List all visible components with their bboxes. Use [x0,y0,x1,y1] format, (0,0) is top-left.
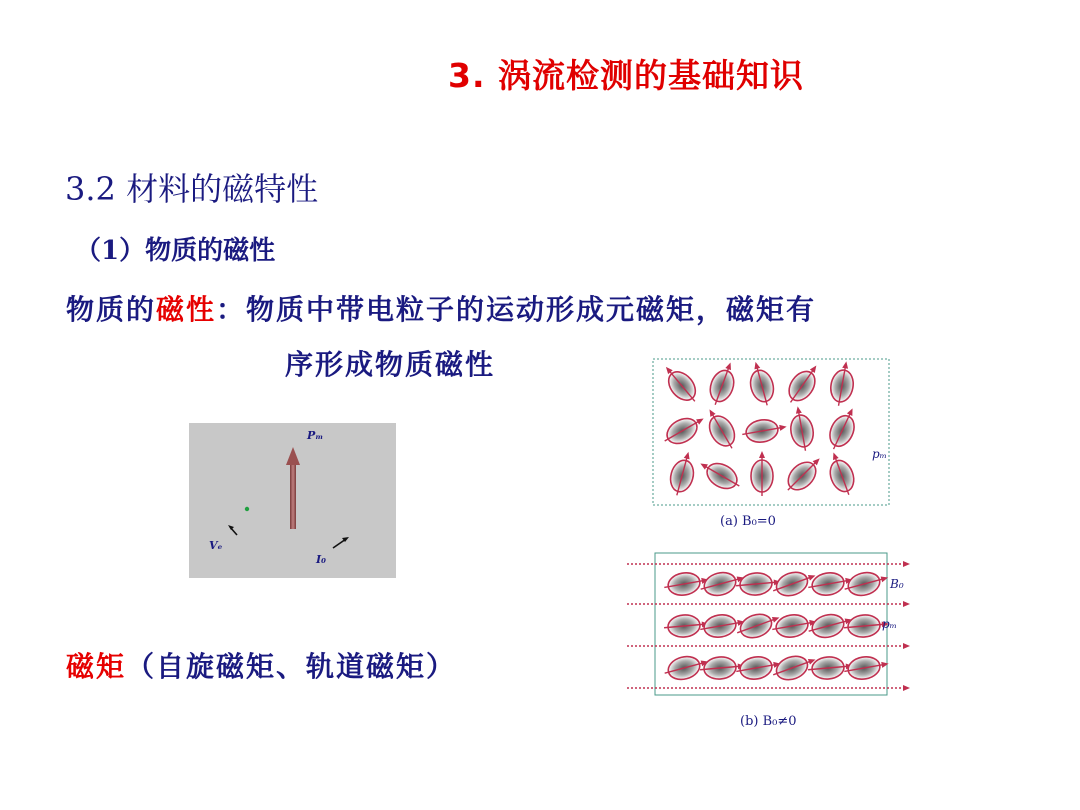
figure-b-aligned-moments [622,550,912,696]
slide-title: 3. 涡流检测的基础知识 [448,56,804,95]
moment-a [666,449,699,498]
moment-a [751,451,773,496]
moment-a [740,416,788,445]
pm-arrow-head [286,447,300,465]
figure-a-pm-label: pₘ [872,447,888,461]
moment-b [663,613,710,639]
moment-b [842,653,890,682]
figure-a-caption: (a) B₀=0 [720,514,776,529]
pm-arrow-shaft [290,463,296,529]
figure-b-b0-label: B₀ [890,577,904,591]
pm-label: Pₘ [307,429,324,442]
section-heading: 3.2 材料的磁特性 [65,170,319,208]
electron-moment-svg [189,423,396,578]
moment-a [700,404,742,454]
moment-b [806,569,854,598]
moment-b [842,567,891,600]
definition-line-2: 序形成物质磁性 [285,348,496,381]
velocity-arrow-head [228,525,234,530]
moment-b [807,655,854,681]
figure-a-svg [652,358,890,506]
moment-a [780,451,827,498]
figure-a-moment-grid [658,359,863,499]
moment-b [698,611,746,640]
field-line-arrow [903,643,910,649]
electron-dot [245,507,249,511]
moment-a [658,360,704,409]
figure-a-random-moments [652,358,890,506]
magnetic-moment-types: （自旋磁矩、轨道磁矩） [126,650,457,683]
electron-moment-figure [189,423,396,578]
moment-a [828,359,857,407]
moment-a [705,359,741,409]
moment-a [745,359,778,408]
moment-b [662,569,710,598]
figure-b-moment-grid [662,565,891,685]
definition-term-highlight: 磁性 [156,293,217,326]
definition-term-prefix: 物质的 [66,293,157,326]
moment-a [823,449,859,499]
magnetic-moment-term: 磁矩 [66,650,127,683]
figure-b-svg [622,550,912,696]
moment-a [782,359,826,408]
current-label: I₀ [316,553,326,566]
moment-a [695,454,745,496]
moment-b [699,655,746,681]
field-line-arrow [903,685,910,691]
moment-b [734,653,782,682]
moment-b [735,571,782,597]
figure-b-pm-label: pₘ [882,617,898,631]
subsection-heading: （1）物质的磁性 [75,236,276,266]
moment-a [824,404,863,454]
magnetic-moment-line [66,645,456,685]
moment-b [770,611,818,640]
moment-a [787,404,816,452]
definition-line-1-rest: ：物质中带电粒子的运动形成元磁矩，磁矩有 [216,293,817,326]
figure-b-caption: (b) B₀≠0 [740,714,797,729]
field-line-arrow [903,601,910,607]
moment-a [659,409,709,451]
velocity-label: Vₑ [209,539,223,552]
field-line-arrow [903,561,910,567]
definition-line-1 [66,288,816,328]
